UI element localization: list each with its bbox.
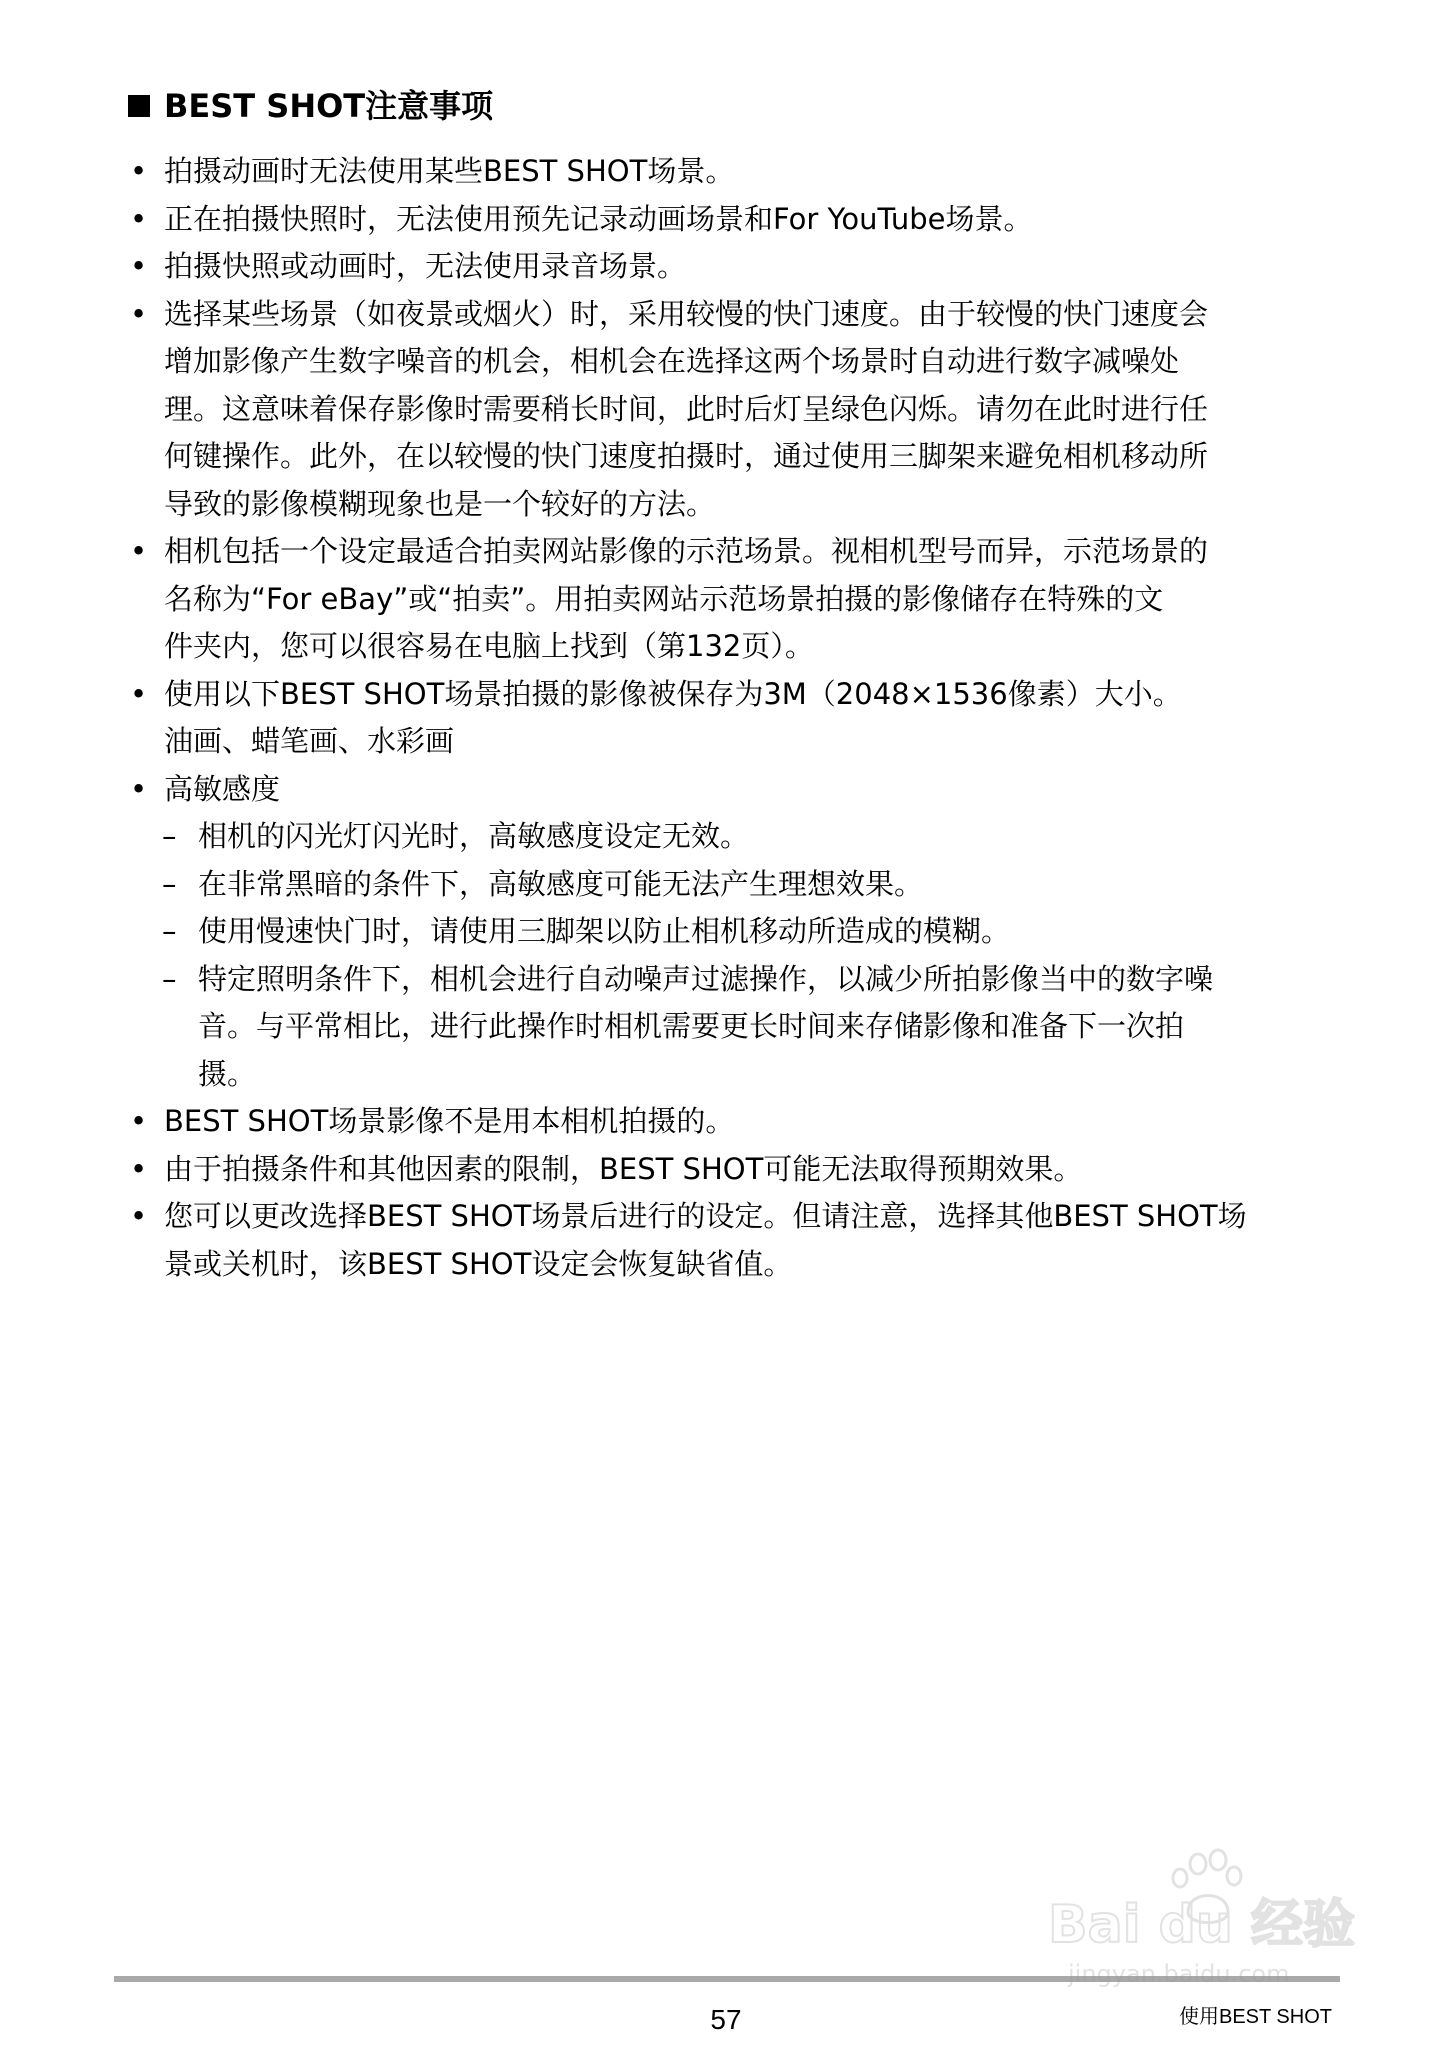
bullet-marker: • — [130, 771, 148, 806]
list-item — [128, 386, 1328, 434]
bullet-marker: • — [130, 676, 148, 711]
list-item-text: 件夹内，您可以很容易在电脑上找到（第132页）。 — [164, 629, 814, 663]
list-item — [128, 481, 1328, 529]
sub-list-item — [128, 1003, 1328, 1051]
list-item — [128, 1241, 1328, 1289]
list-item-text: 何键操作。此外，在以较慢的快门速度拍摄时，通过使用三脚架来避免相机移动所 — [164, 439, 1209, 473]
bullet-marker: • — [130, 249, 148, 283]
watermark-url: jingyan.baidu.com — [1068, 1960, 1290, 1988]
list-item-text: 正在拍摄快照时，无法使用预先记录动画场景和For YouTube场景。 — [164, 201, 1033, 236]
sub-list-item — [128, 1051, 1328, 1099]
bullet-marker: • — [130, 154, 148, 188]
sub-list-item — [128, 861, 1328, 909]
list-item-text: 您可以更改选择BEST SHOT场景后进行的设定。但请注意，选择其他BEST SHOT场 — [164, 1199, 1247, 1233]
list-item — [128, 196, 1328, 244]
list-item-text: 使用慢速快门时，请使用三脚架以防止相机移动所造成的模糊。 — [198, 914, 1011, 948]
page-number: 57 — [710, 2004, 742, 2035]
dash-marker: – — [162, 961, 177, 996]
list-item — [128, 291, 1328, 339]
list-item-text: 理。这意味着保存影像时需要稍长时间，此时后灯呈绿色闪烁。请勿在此时进行任 — [164, 391, 1209, 426]
bullet-marker: • — [130, 201, 148, 236]
list-item-text: 高敏感度 — [164, 771, 281, 806]
list-item-text: 拍摄快照或动画时，无法使用录音场景。 — [164, 249, 687, 283]
list-item — [128, 243, 1328, 291]
list-item-text: 增加影像产生数字噪音的机会，相机会在选择这两个场景时自动进行数字减噪处 — [164, 344, 1180, 378]
bullet-marker: • — [130, 296, 148, 331]
dash-marker: – — [162, 866, 177, 901]
list-item — [128, 338, 1328, 386]
bullet-marker: • — [130, 534, 148, 568]
list-item — [128, 671, 1328, 719]
baidu-jingyan-watermark — [1028, 1842, 1368, 1992]
list-item-text: 特定照明条件下，相机会进行自动噪声过滤操作，以减少所拍影像当中的数字噪 — [198, 961, 1214, 996]
list-item — [128, 433, 1328, 481]
list-item — [128, 718, 1328, 766]
list-item — [128, 1193, 1328, 1241]
list-item-text: 相机包括一个设定最适合拍卖网站影像的示范场景。视相机型号而异，示范场景的 — [164, 534, 1209, 568]
footer-section-label: 使用BEST SHOT — [1179, 2006, 1332, 2028]
list-item — [128, 623, 1328, 671]
list-item-text: 名称为“For eBay”或“拍卖”。用拍卖网站示范场景拍摄的影像储存在特殊的文 — [164, 581, 1164, 616]
list-item — [128, 148, 1328, 196]
notes-list — [128, 148, 1328, 1288]
list-item-text: 音。与平常相比，进行此操作时相机需要更长时间来存储影像和准备下一次拍 — [198, 1009, 1185, 1043]
list-item-text: 选择某些场景（如夜景或烟火）时，采用较慢的快门速度。由于较慢的快门速度会 — [164, 296, 1209, 331]
page-title — [128, 84, 493, 128]
list-item — [128, 1146, 1328, 1194]
watermark-brand: Bai du 经验 — [1048, 1895, 1355, 1955]
list-item — [128, 1098, 1328, 1146]
list-item-text: 导致的影像模糊现象也是一个较好的方法。 — [164, 486, 716, 521]
list-item-text: 景或关机时，该BEST SHOT设定会恢复缺省值。 — [164, 1246, 793, 1281]
list-item — [128, 766, 1328, 814]
list-item-text: 油画、蜡笔画、水彩画 — [164, 724, 455, 758]
square-bullet-icon — [128, 95, 150, 117]
bullet-marker: • — [130, 1199, 148, 1233]
page-title-text: BEST SHOT注意事项 — [164, 87, 494, 125]
bullet-marker: • — [130, 1104, 148, 1138]
dash-marker: – — [162, 819, 177, 853]
list-item-text: 摄。 — [198, 1056, 257, 1091]
sub-list-item — [128, 956, 1328, 1004]
sub-list-item — [128, 908, 1328, 956]
list-item-text: 在非常黑暗的条件下，高敏感度可能无法产生理想效果。 — [198, 866, 924, 901]
list-item — [128, 576, 1328, 624]
dash-marker: – — [162, 914, 177, 948]
sub-list-item — [128, 813, 1328, 861]
bullet-marker: • — [130, 1151, 148, 1186]
list-item-text: 由于拍摄条件和其他因素的限制，BEST SHOT可能无法取得预期效果。 — [164, 1151, 1083, 1186]
list-item-text: 相机的闪光灯闪光时，高敏感度设定无效。 — [198, 819, 750, 853]
list-item-text: BEST SHOT场景影像不是用本相机拍摄的。 — [164, 1104, 735, 1138]
list-item — [128, 528, 1328, 576]
list-item-text: 使用以下BEST SHOT场景拍摄的影像被保存为3M（2048×1536像素）大小。 — [164, 676, 1182, 711]
list-item-text: 拍摄动画时无法使用某些BEST SHOT场景。 — [164, 154, 735, 188]
